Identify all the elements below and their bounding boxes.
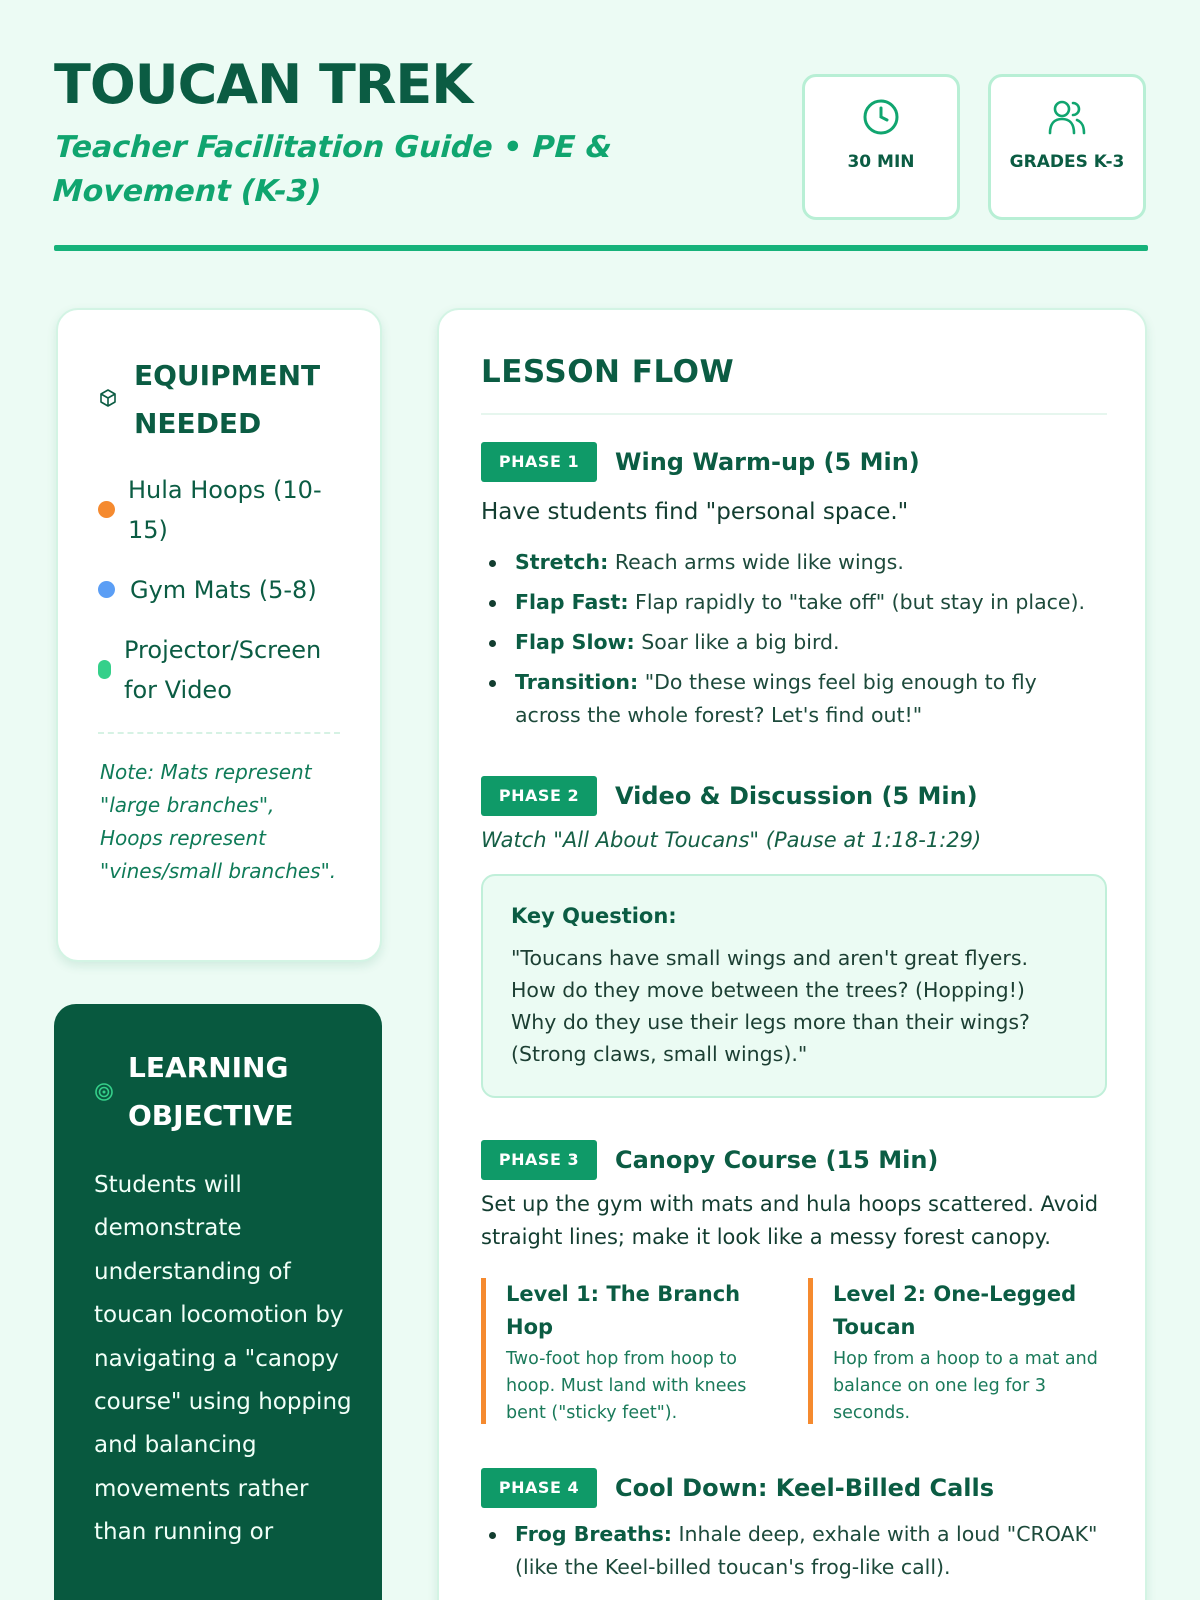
equipment-item-label: Gym Mats (5-8) [130,576,317,604]
duration-card [802,74,960,220]
equipment-heading: EQUIPMENT NEEDED [134,359,321,440]
phase-badge: PHASE 3 [481,1140,597,1180]
equipment-item-gym-mats [98,570,348,610]
level-title: Level 1: The Branch Hop [506,1282,741,1339]
phase-title: Wing Warm-up (5 Min) [615,448,920,476]
grades-label: GRADES K-3 [1009,152,1125,172]
level-description: Two-foot hop from hoop to hoop. Must land with knees bent ("sticky feet"). [506,1349,747,1423]
box-icon [98,388,118,412]
phase-4-bullets [481,1518,1107,1584]
equipment-item-label: Projector/Screen for Video [124,636,322,704]
equipment-divider [98,732,340,734]
key-question-box [481,874,1107,1098]
green-dot-icon [98,660,111,679]
page-title: TOUCAN TREK [54,53,473,116]
phase-title: Cool Down: Keel-Billed Calls [615,1474,995,1502]
list-item: Stretch: Reach arms wide like wings. [481,546,1107,579]
phase-3-section [481,1140,1107,1440]
lesson-flow-heading: LESSON FLOW [481,354,735,390]
lesson-flow-card [437,308,1147,1600]
phase-badge: PHASE 1 [481,442,597,482]
lesson-flow-divider [481,413,1107,415]
clock-icon [805,97,957,139]
key-question-text: "Toucans have small wings and aren't great flyers. How do they move between the trees? (Hopping!) Why do they use their legs more than their wings? (Strong claws, small wings)." [511,946,1030,1066]
equipment-card [56,308,382,962]
list-item: Flap Slow: Soar like a big bird. [481,626,1107,659]
equipment-item-projector [98,630,348,710]
phase-2-section [481,776,1107,1106]
objective-heading: LEARNING OBJECTIVE [128,1051,294,1132]
learning-objective-card [54,1004,382,1600]
list-item: Flap Fast: Flap rapidly to "take off" (but stay in place). [481,586,1107,619]
level-2-card [808,1278,1108,1424]
equipment-item-hula-hoops [98,470,348,550]
objective-text: Students will demonstrate understanding of toucan locomotion by navigating a "canopy course" using hopping and balancing movements rather than running or [94,1172,352,1546]
phase-1-section [481,442,1107,742]
orange-dot-icon [98,501,115,518]
duration-label: 30 MIN [847,152,915,172]
phase-intro: Set up the gym with mats and hula hoops scattered. Avoid straight lines; make it look like a messy forest canopy. [481,1192,1099,1249]
phase-intro: Have students find "personal space." [481,499,909,525]
list-item: Transition: "Do these wings feel big enough to fly across the whole forest? Let's find out!" [481,666,1107,732]
phase-badge: PHASE 4 [481,1468,597,1508]
equipment-note: Note: Mats represent "large branches", Hoops represent "vines/small branches". [100,760,337,883]
blue-dot-icon [98,581,115,598]
header-divider [54,245,1148,251]
equipment-item-label: Hula Hoops (10-15) [128,476,322,544]
grades-card [988,74,1146,220]
phase-1-bullets [481,546,1107,732]
level-1-card [481,1278,781,1424]
level-description: Hop from a hoop to a mat and balance on one leg for 3 seconds. [833,1349,1098,1423]
video-instruction: Watch "All About Toucans" (Pause at 1:18-1:29) [481,828,982,852]
target-icon [94,1082,114,1106]
users-icon [991,97,1143,139]
page-header [51,50,1148,254]
key-question-label: Key Question: [511,904,677,928]
phase-title: Canopy Course (15 Min) [615,1146,939,1174]
phase-4-section [481,1468,1107,1598]
list-item: Frog Breaths: Inhale deep, exhale with a loud "CROAK" (like the Keel-billed toucan's frog-like call). [481,1518,1107,1584]
phase-title: Video & Discussion (5 Min) [615,782,978,810]
level-title: Level 2: One-Legged Toucan [833,1282,1077,1339]
phase-badge: PHASE 2 [481,776,597,816]
page-subtitle: Teacher Facilitation Guide • PE & Movement (K-3) [51,130,613,209]
